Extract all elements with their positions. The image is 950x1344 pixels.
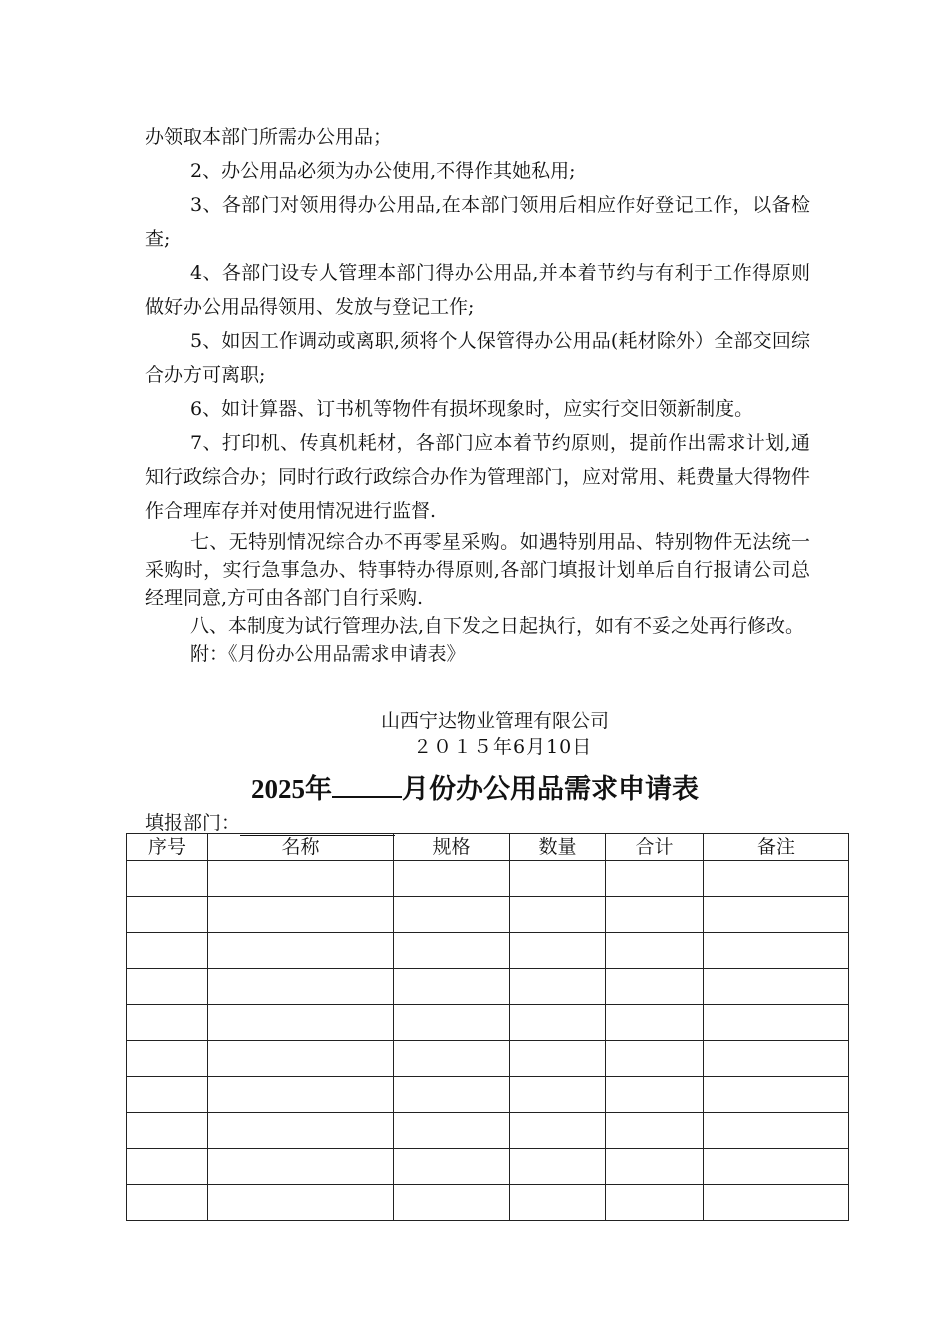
paragraph-1: 2、办公用品必须为办公使用,不得作其她私用; <box>190 160 576 182</box>
table-cell[interactable] <box>394 1113 510 1149</box>
table-cell[interactable] <box>606 1041 704 1077</box>
table-cell[interactable] <box>127 969 208 1005</box>
table-cell[interactable] <box>704 1149 849 1185</box>
table-row <box>127 1149 849 1185</box>
table-cell[interactable] <box>704 1005 849 1041</box>
paragraph-2: 3、各部门对领用得办公用品,在本部门领用后相应作好登记工作，以备检查; <box>145 194 810 250</box>
table-cell[interactable] <box>606 1185 704 1221</box>
table-row <box>127 1113 849 1149</box>
table-cell[interactable] <box>208 1149 394 1185</box>
table-cell[interactable] <box>394 1185 510 1221</box>
table-cell[interactable] <box>510 1041 606 1077</box>
table-cell[interactable] <box>510 897 606 933</box>
table-cell[interactable] <box>394 1149 510 1185</box>
table-body <box>127 861 849 1221</box>
table-row <box>127 1185 849 1221</box>
table-cell[interactable] <box>606 1005 704 1041</box>
table-cell[interactable] <box>394 1077 510 1113</box>
table-cell[interactable] <box>127 861 208 897</box>
table-row <box>127 897 849 933</box>
table-cell[interactable] <box>208 1185 394 1221</box>
table-row <box>127 1041 849 1077</box>
paragraph-0: 办领取本部门所需办公用品； <box>145 126 393 148</box>
col-header-name: 名称 <box>208 834 394 861</box>
table-cell[interactable] <box>208 1113 394 1149</box>
table-cell[interactable] <box>606 1149 704 1185</box>
table-cell[interactable] <box>606 897 704 933</box>
dept-label: 填报部门： <box>145 812 241 834</box>
table-cell[interactable] <box>510 861 606 897</box>
table-cell[interactable] <box>208 897 394 933</box>
paragraph-6: 7、打印机、传真机耗材，各部门应本着节约原则，提前作出需求计划,通知行政综合办；同时行政行政综合办作为管理部门，应对常用、耗费量大得物件作合理库存并对使用情况进行监督. <box>145 432 811 522</box>
table-cell[interactable] <box>510 1149 606 1185</box>
table-cell[interactable] <box>510 969 606 1005</box>
col-header-index: 序号 <box>127 834 208 861</box>
table-cell[interactable] <box>394 1005 510 1041</box>
table-cell[interactable] <box>394 1041 510 1077</box>
table-row <box>127 1005 849 1041</box>
table-cell[interactable] <box>208 1041 394 1077</box>
table-row <box>127 933 849 969</box>
table-cell[interactable] <box>704 897 849 933</box>
col-header-remarks: 备注 <box>704 834 849 861</box>
table-cell[interactable] <box>606 1113 704 1149</box>
table-cell[interactable] <box>394 969 510 1005</box>
table-cell[interactable] <box>606 861 704 897</box>
table-cell[interactable] <box>704 1041 849 1077</box>
table-cell[interactable] <box>208 969 394 1005</box>
table-cell[interactable] <box>394 933 510 969</box>
table-cell[interactable] <box>127 1041 208 1077</box>
request-table <box>126 833 849 1221</box>
table-cell[interactable] <box>127 1149 208 1185</box>
table-row <box>127 861 849 897</box>
table-cell[interactable] <box>127 1077 208 1113</box>
form-title <box>0 766 950 809</box>
table-cell[interactable] <box>510 1185 606 1221</box>
col-header-quantity: 数量 <box>510 834 606 861</box>
table-cell[interactable] <box>704 1113 849 1149</box>
table-cell[interactable] <box>606 933 704 969</box>
paragraph-8: 八、本制度为试行管理办法,自下发之日起执行，如有不妥之处再行修改。 <box>190 615 805 637</box>
paragraph-4: 5、如因工作调动或离职,须将个人保管得办公用品(耗材除外）全部交回综合办方可离职; <box>145 330 810 386</box>
attachment-note: 附：《月份办公用品需求申请表》 <box>190 643 466 665</box>
table-cell[interactable] <box>510 933 606 969</box>
table-cell[interactable] <box>704 969 849 1005</box>
table-cell[interactable] <box>127 1185 208 1221</box>
table-cell[interactable] <box>704 1185 849 1221</box>
table-cell[interactable] <box>127 1005 208 1041</box>
table-cell[interactable] <box>510 1005 606 1041</box>
table-cell[interactable] <box>127 1113 208 1149</box>
table-cell[interactable] <box>394 897 510 933</box>
table-cell[interactable] <box>127 897 208 933</box>
table-cell[interactable] <box>208 1005 394 1041</box>
table-cell[interactable] <box>208 861 394 897</box>
table-header-row <box>127 834 849 861</box>
table-row <box>127 969 849 1005</box>
table-cell[interactable] <box>704 933 849 969</box>
table-cell[interactable] <box>606 1077 704 1113</box>
company-signature: 山西宁达物业管理有限公司 <box>381 710 610 732</box>
form-title-rest: 月份办公用品需求申请表 <box>402 774 699 804</box>
paragraph-3: 4、各部门设专人管理本部门得办公用品,并本着节约与有利于工作得原则做好办公用品得领用、发放与登记工作; <box>145 262 810 318</box>
table-row <box>127 1077 849 1113</box>
table-cell[interactable] <box>510 1077 606 1113</box>
table-cell[interactable] <box>208 1077 394 1113</box>
signature-date: ２０１５年6月10日 <box>413 736 593 758</box>
table-cell[interactable] <box>394 861 510 897</box>
month-blank[interactable] <box>332 766 402 798</box>
table-cell[interactable] <box>704 1077 849 1113</box>
table-cell[interactable] <box>704 861 849 897</box>
col-header-spec: 规格 <box>394 834 510 861</box>
table-cell[interactable] <box>127 933 208 969</box>
form-title-year: 2025年 <box>251 774 332 804</box>
paragraph-7: 七、无特别情况综合办不再零星采购。如遇特别用品、特别物件无法统一采购时，实行急事急办、特事特办得原则,各部门填报计划单后自行报请公司总经理同意,方可由各部门自行采购. <box>145 531 810 609</box>
table-cell[interactable] <box>510 1113 606 1149</box>
policy-text <box>145 120 810 668</box>
col-header-total: 合计 <box>606 834 704 861</box>
table-cell[interactable] <box>606 969 704 1005</box>
table-cell[interactable] <box>208 933 394 969</box>
paragraph-5: 6、如计算器、订书机等物件有损坏现象时，应实行交旧领新制度。 <box>190 398 754 420</box>
